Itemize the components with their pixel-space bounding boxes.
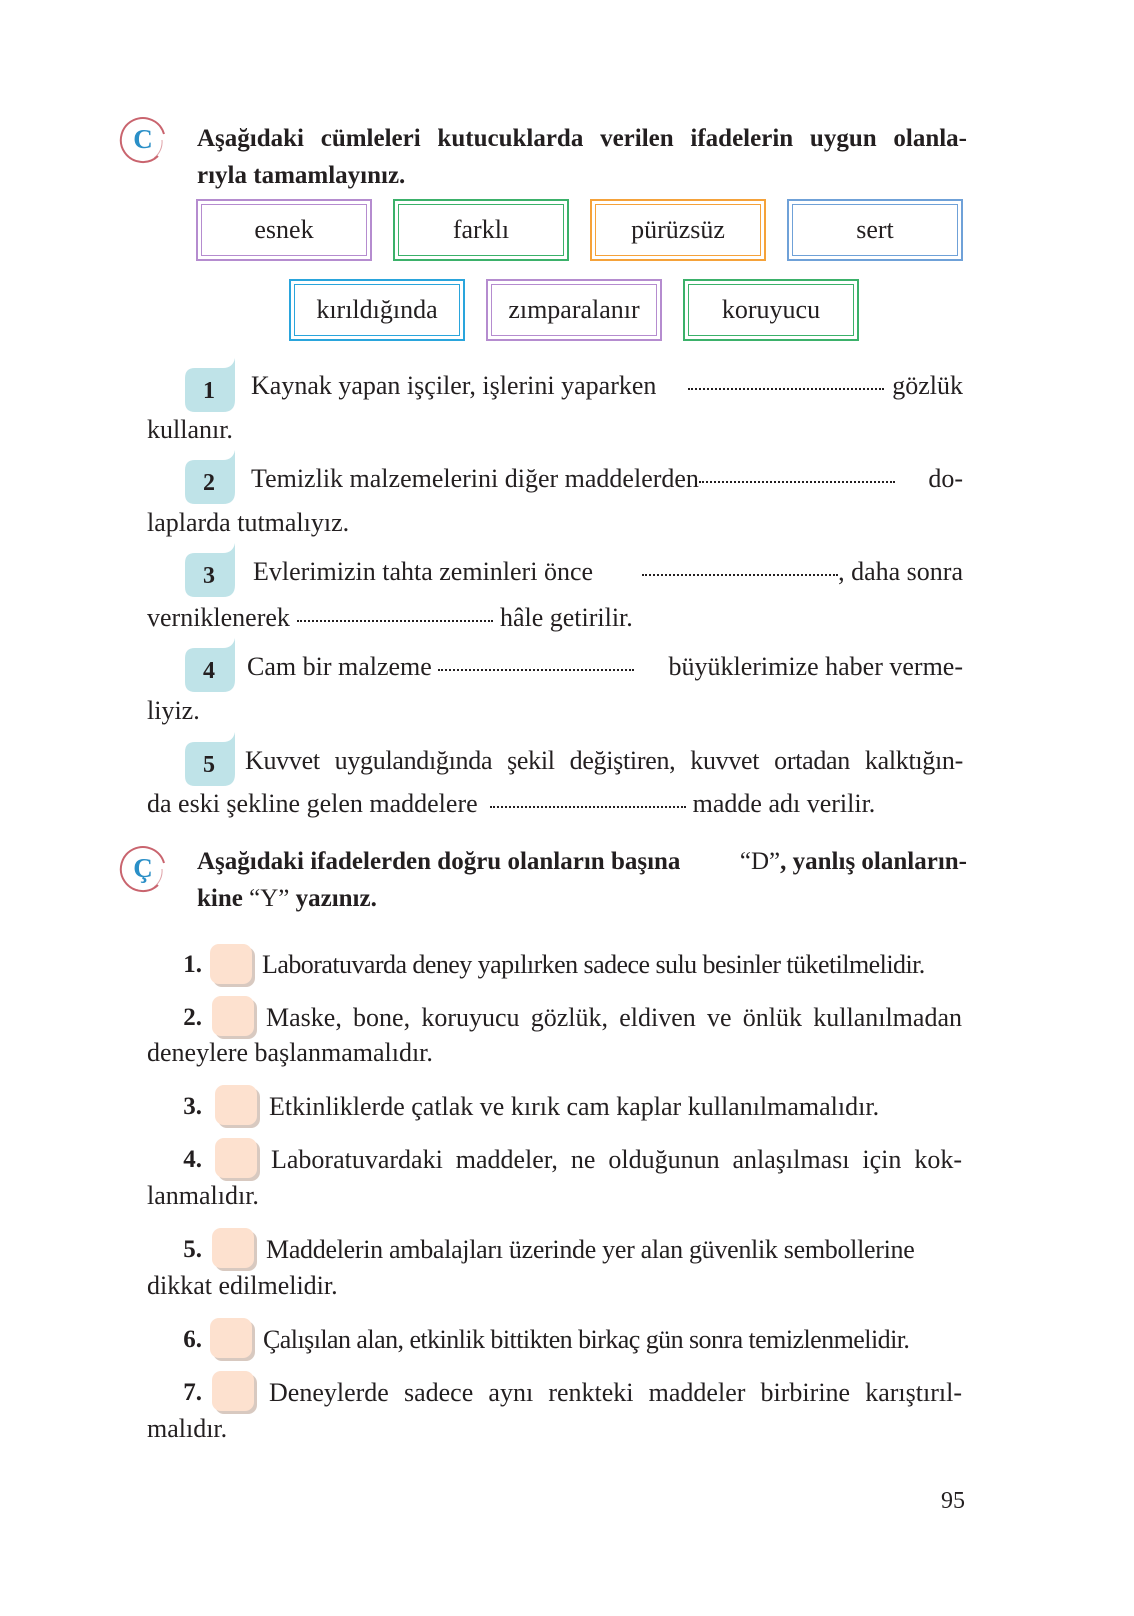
text: Kaynak yapan işçiler, işlerini yaparken [251,371,657,400]
answer-box[interactable] [210,1318,252,1358]
cc-item-5-line2: dikkat edilmelidir. [147,1271,338,1300]
answer-box[interactable] [212,1371,254,1411]
text: , yanlış olanların- [780,848,967,875]
answer-blank[interactable] [490,806,686,808]
c-item-1-line1 [251,369,963,403]
text: da eski şekline gelen maddelere [147,789,478,818]
section-c-letter: C [133,124,153,154]
c-item-3-line1 [253,555,963,589]
text: madde adı verilir. [692,789,876,818]
text: kine [197,885,243,912]
answer-blank[interactable] [688,388,884,390]
text: gözlük [892,371,963,400]
quote-y: “Y” [249,885,290,912]
word-box-label: farklı [452,215,510,244]
item-number: 1 [203,378,215,404]
item-number: 3. [183,1093,202,1120]
c-item-2-line2: laplarda tutmalıyız. [147,508,350,537]
quote-d: “D” [739,848,781,875]
c-item-4-line1 [247,650,963,684]
word-box-label: kırıldığında [316,295,438,324]
section-cc-badge [118,843,168,893]
answer-box[interactable] [215,1085,257,1125]
word-box-puruzsuz [590,199,766,261]
item-number: 7. [183,1379,202,1406]
c-item-4-line2: liyiz. [147,696,200,725]
word-box-zimparalanir [486,279,662,341]
item-number-bubble [183,358,239,408]
word-box-label: sert [856,215,894,244]
text: Cam bir malzeme [247,652,432,681]
item-number-bubble [183,732,239,782]
cc-item-1-line1: Laboratuvarda deney yapılırken sadece sulu besinler tüketilmelidir. [262,950,925,979]
answer-box[interactable] [210,944,252,984]
section-c-title-line1: Aşağıdaki cümleleri kutucuklarda verilen ifadelerin uygun olanla- [197,125,967,152]
item-number: 4. [183,1146,202,1173]
item-number: 6. [183,1326,202,1353]
text: hâle getirilir. [499,603,633,632]
word-box-sert [787,199,963,261]
text: Temizlik malzemelerini diğer maddelerden [251,464,699,493]
cc-item-4-line1: Laboratuvardaki maddeler, ne olduğunun anlaşılması için kok- [271,1145,962,1174]
item-number: 3 [203,563,215,589]
item-number-bubble [183,638,239,688]
answer-blank[interactable] [438,669,634,671]
word-box-label: zımparalanır [508,295,640,324]
section-cc-title-line1 [197,843,967,880]
answer-box[interactable] [215,1138,257,1178]
cc-item-2-line2: deneylere başlanmamalıdır. [147,1038,433,1067]
item-number-bubble [183,543,239,593]
word-box-label: esnek [254,215,314,244]
item-number: 2 [203,470,215,496]
word-box-esnek [196,199,372,261]
text: Aşağıdaki ifadelerden doğru olanların başına [197,848,681,875]
answer-box[interactable] [212,1228,254,1268]
item-number: 2. [183,1004,202,1031]
section-cc-letter: Ç [133,853,153,883]
section-c-badge [118,114,168,164]
section-cc-title [197,843,967,917]
item-number-bubble [183,450,239,500]
cc-item-5-line1: Maddelerin ambalajları üzerinde yer alan güvenlik sembollerine [266,1235,915,1264]
word-box-kirildiginda [289,279,465,341]
word-box-farkli [393,199,569,261]
cc-item-2-line1: Maske, bone, koruyucu gözlük, eldiven ve önlük kullanılmadan [266,1003,962,1032]
section-c-title [197,120,967,194]
word-box-koruyucu [683,279,859,341]
word-box-label: koruyucu [721,295,821,324]
cc-item-3-line1: Etkinliklerde çatlak ve kırık cam kaplar kullanılmamalıdır. [269,1092,880,1121]
text: Evlerimizin tahta zeminleri önce [253,557,594,586]
item-number: 1. [183,951,202,978]
item-number: 5 [203,752,215,778]
section-cc-title-line2 [197,880,967,917]
cc-item-7-line2: malıdır. [147,1414,228,1443]
item-number: 5. [183,1236,202,1263]
c-item-5-line1: Kuvvet uygulandığında şekil değiştiren, kuvvet ortadan kalktığın- [245,746,963,775]
text: do- [928,464,963,493]
c-item-2-line1 [251,462,963,496]
answer-blank[interactable] [297,620,493,622]
section-c-title-line2: rıyla tamamlayınız. [197,162,406,189]
c-item-5-line2 [147,787,875,821]
cc-item-7-line1: Deneylerde sadece aynı renkteki maddeler birbirine karıştırıl- [269,1378,962,1407]
answer-blank[interactable] [699,481,895,483]
cc-item-6-line1: Çalışılan alan, etkinlik bittikten birkaç gün sonra temizlenmelidir. [263,1325,910,1354]
item-number: 4 [203,658,215,684]
text: büyüklerimize haber verme- [668,652,963,681]
page-number: 95 [941,1488,965,1514]
text: , daha sonra [838,557,963,586]
answer-box[interactable] [212,996,254,1036]
cc-item-4-line2: lanmalıdır. [147,1181,259,1210]
answer-blank[interactable] [642,574,838,576]
word-box-label: pürüzsüz [631,215,725,244]
text: verniklenerek [147,603,290,632]
c-item-1-line2: kullanır. [147,415,233,444]
c-item-3-line2 [147,601,633,635]
text: yazınız. [295,885,377,912]
